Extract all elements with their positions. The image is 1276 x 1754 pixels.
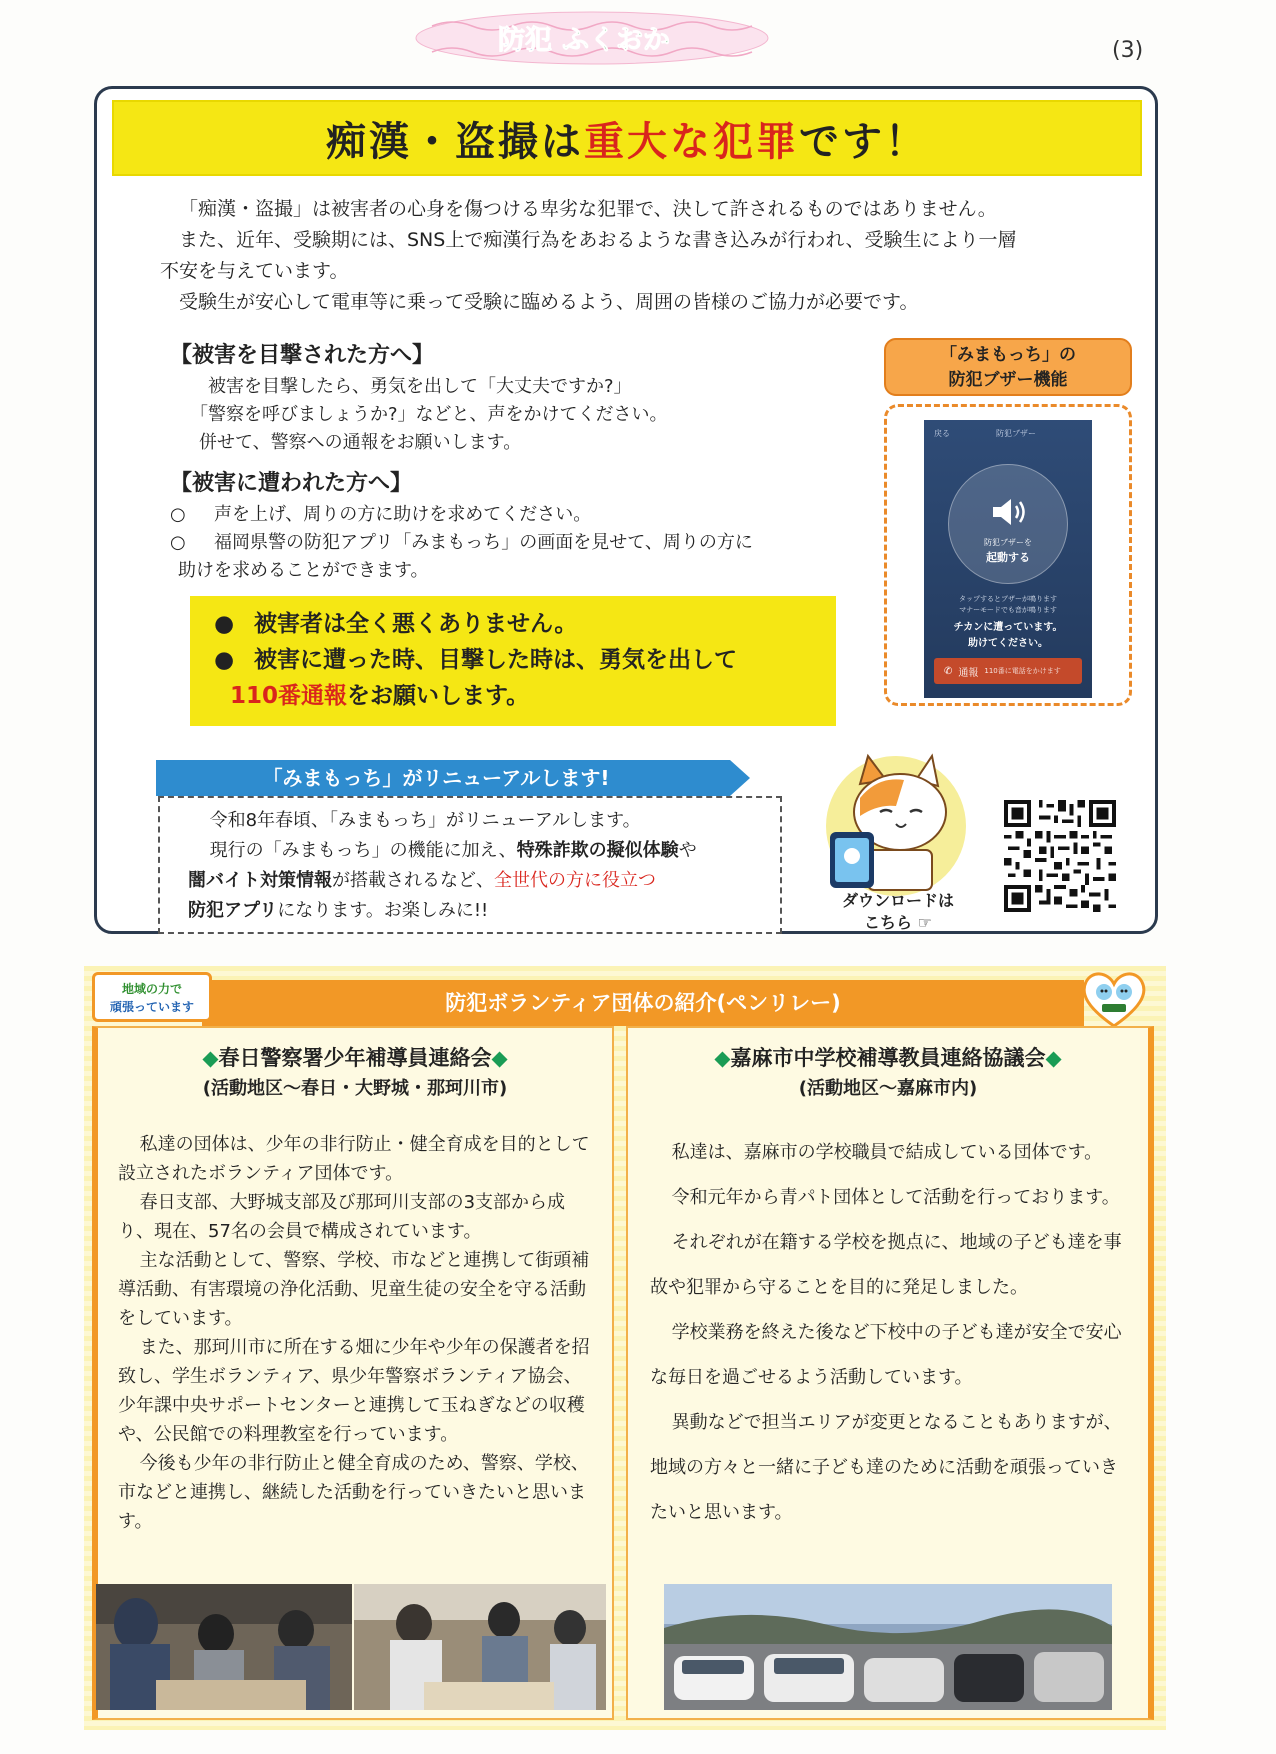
badge-line1: 地域の力で	[121, 982, 182, 996]
callout-line3: をお願いします。	[347, 683, 530, 709]
bullet-dot-icon: ●	[214, 647, 235, 673]
masthead-logo	[412, 8, 772, 68]
kama-p2: 令和元年から青パト団体として活動を行っております。	[671, 1187, 1120, 1208]
renewal-line4	[188, 896, 756, 926]
victim-item	[170, 529, 850, 557]
call-label: 通報	[958, 667, 979, 679]
buzzer-activate-button	[948, 464, 1068, 584]
renewal-line2c: や	[678, 840, 697, 861]
renewal-line4b: になります。お楽しみに!!	[277, 900, 489, 921]
badge-line2: 頑張っています	[109, 1000, 194, 1014]
buzzer-circle-main: 起動する	[986, 551, 1030, 564]
kasuga-org-title	[98, 1042, 612, 1072]
download-qr-code[interactable]	[1004, 800, 1116, 912]
renewal-line3c: 全世代の方に役立つ	[494, 870, 656, 891]
kama-p3: それぞれが在籍する学校を拠点に、地域の子ども達を事故や犯罪から守ることを目的に発足しました。	[650, 1232, 1122, 1298]
download-line2: こちら ☞	[864, 913, 932, 932]
page-number: (3)	[1112, 38, 1144, 63]
buzzer-tip-line2: マナーモードでも音が鳴ります	[959, 606, 1057, 614]
headline-red: 重大な犯罪	[584, 118, 799, 165]
volunteer-mascot-icon	[1078, 964, 1150, 1030]
community-badge	[92, 972, 212, 1022]
callout-line1: 被害者は全く悪くありません。	[254, 611, 578, 637]
renewal-banner	[156, 760, 750, 796]
victim-item-continued	[170, 557, 850, 585]
diamond-icon: ◆	[714, 1046, 731, 1070]
renewal-line4a: 防犯アプリ	[188, 900, 278, 921]
kama-description	[650, 1130, 1130, 1535]
kasuga-activity-photo-1	[96, 1584, 352, 1710]
callout-line	[214, 678, 812, 714]
buzzer-tip	[924, 594, 1092, 616]
intro-text	[160, 194, 1080, 318]
phone-icon: ✆	[944, 665, 953, 677]
kasuga-p3: 主な活動として、警察、学校、市などと連携して街頭補導活動、有害環境の浄化活動、児童生徒の安全を守る活動をしています。	[118, 1250, 590, 1329]
renewal-line2b: 特殊詐欺の擬似体験	[516, 840, 679, 861]
renewal-details	[158, 796, 782, 934]
headline-part1: 痴漢・盗撮は	[326, 118, 584, 165]
app-top-bar	[924, 420, 1092, 447]
kama-patrol-cars-photo	[664, 1584, 1112, 1710]
witness-heading: 【被害を目撃された方へ】	[170, 343, 435, 368]
headline-part3: です！	[799, 118, 928, 165]
buzzer-circle-small: 防犯ブザーを	[984, 538, 1032, 547]
kama-p5: 異動などで担当エリアが変更となることもありますが、地域の方々と一緒に子ども達のために活動を頑張っていきたいと思います。	[650, 1412, 1122, 1523]
renewal-line1: 令和8年春頃、「みまもっち」がリニューアルします。	[209, 810, 641, 831]
callout-line2: 被害に遭った時、目撃した時は、勇気を出して	[254, 647, 737, 673]
victim-item2-line1: 福岡県警の防犯アプリ「みまもっち」の画面を見せて、周りの方に	[214, 532, 753, 553]
call-note: 110番に電話をかけます	[984, 667, 1061, 675]
key-message-callout	[190, 596, 836, 726]
victim-item2-line2: 助けを求めることができます。	[178, 560, 429, 581]
victim-item	[170, 501, 850, 529]
download-label	[818, 890, 978, 934]
buzzer-app-screenshot	[924, 420, 1092, 698]
diamond-icon: ◆	[1045, 1046, 1062, 1070]
kama-org-name: 嘉麻市中学校補導教員連絡協議会	[730, 1046, 1046, 1070]
circle-bullet-icon: ○	[170, 504, 186, 525]
kasuga-description	[118, 1130, 594, 1536]
diamond-icon: ◆	[202, 1046, 219, 1070]
renewal-line3b: が搭載されるなど、	[332, 870, 494, 891]
victim-heading: 【被害に遭われた方へ】	[170, 471, 413, 496]
callout-line	[214, 642, 812, 678]
kasuga-p2: 春日支部、大野城支部及び那珂川支部の3支部から成り、現在、57名の会員で構成されています。	[118, 1192, 566, 1242]
kasuga-p5: 今後も少年の非行防止と健全育成のため、警察、学校、市などと連携し、継続した活動を行っていきたいと思います。	[118, 1453, 589, 1532]
witness-line3: 併せて、警察への通報をお願いします。	[199, 432, 522, 453]
bullet-dot-icon: ●	[214, 611, 235, 637]
renewal-banner-text: 「みまもっち」がリニューアルします!	[262, 766, 610, 790]
kasuga-p1: 私達の団体は、少年の非行防止・健全育成を目的として設立されたボランティア団体です。	[118, 1134, 590, 1184]
masthead-banner-graphic	[412, 8, 772, 68]
intro-p4: 受験生が安心して電車等に乗って受験に臨めるよう、周囲の皆様のご協力が必要です。	[179, 291, 919, 313]
kasuga-activity-photo-2	[354, 1584, 606, 1710]
intro-p2: また、近年、受験期には、SNS上で痴漢行為をあおるような書き込みが行われ、受験生により一層	[179, 229, 1017, 251]
diamond-icon: ◆	[491, 1046, 508, 1070]
witness-body	[170, 373, 750, 457]
callout-110: 110番通報	[230, 683, 348, 709]
buzzer-tip-line1: タップするとブザーが鳴ります	[959, 595, 1057, 603]
kama-p4: 学校業務を終えた後など下校中の子ども達が安全で安心な毎日を過ごせるよう活動しています。	[650, 1322, 1122, 1388]
witness-section	[170, 338, 750, 457]
intro-p1: 「痴漢・盗撮」は被害者の心身を傷つける卑劣な犯罪で、決して許されるものではありません。	[179, 198, 997, 220]
mimamocchi-cat-mascot	[808, 746, 984, 896]
masthead-title-1: 防犯	[498, 25, 552, 56]
app-screen-title: 防犯ブザー	[996, 429, 1036, 438]
buzzer-title-line1: 「みまもっち」の	[940, 345, 1076, 365]
renewal-line3a: 闇バイト対策情報	[188, 870, 332, 891]
buzzer-message-line1: チカンに遭っています。	[953, 622, 1063, 633]
buzzer-message-line2: 助けてください。	[968, 638, 1048, 649]
kama-p1: 私達は、嘉麻市の学校職員で結成している団体です。	[671, 1142, 1103, 1163]
buzzer-title-line2: 防犯ブザー機能	[948, 370, 1068, 390]
circle-bullet-icon: ○	[170, 532, 186, 553]
download-line1: ダウンロードは	[841, 891, 954, 910]
headline-bar	[112, 100, 1142, 176]
victim-section	[170, 466, 850, 585]
app-back-label: 戻る	[934, 429, 950, 438]
masthead-title-2: ふくおか	[562, 25, 670, 56]
kasuga-org-name: 春日警察署少年補導員連絡会	[218, 1046, 492, 1070]
witness-line2: 「警察を呼びましょうか?」などと、声をかけてください。	[190, 404, 668, 425]
victim-item1: 声を上げ、周りの方に助けを求めてください。	[214, 504, 592, 525]
kasuga-p4: また、那珂川市に所在する畑に少年や少年の保護者を招致し、学生ボランティア、県少年警察ボランティア協会、少年課中央サポートセンターと連携して玉ねぎなどの収穫や、公民館での料理教室を行っています。	[118, 1337, 590, 1445]
call-110-button	[934, 658, 1082, 684]
witness-line1: 被害を目撃したら、勇気を出して「大丈夫ですか?」	[208, 376, 632, 397]
kama-org-title	[628, 1042, 1148, 1072]
renewal-line3	[188, 866, 756, 896]
volunteer-section-header: 防犯ボランティア団体の紹介(ペンリレー)	[202, 980, 1084, 1026]
kasuga-activity-area: (活動地区～春日・大野城・那珂川市)	[202, 1078, 508, 1099]
speaker-icon	[989, 495, 1029, 529]
headline	[326, 110, 928, 167]
renewal-line2	[188, 836, 756, 866]
buzzer-feature-title	[884, 338, 1132, 396]
intro-p3: 不安を与えています。	[160, 260, 349, 282]
kama-activity-area: (活動地区～嘉麻市内)	[798, 1078, 978, 1099]
buzzer-message	[924, 620, 1092, 652]
callout-line	[214, 606, 812, 642]
renewal-line2a: 現行の「みまもっち」の機能に加え、	[209, 840, 517, 861]
